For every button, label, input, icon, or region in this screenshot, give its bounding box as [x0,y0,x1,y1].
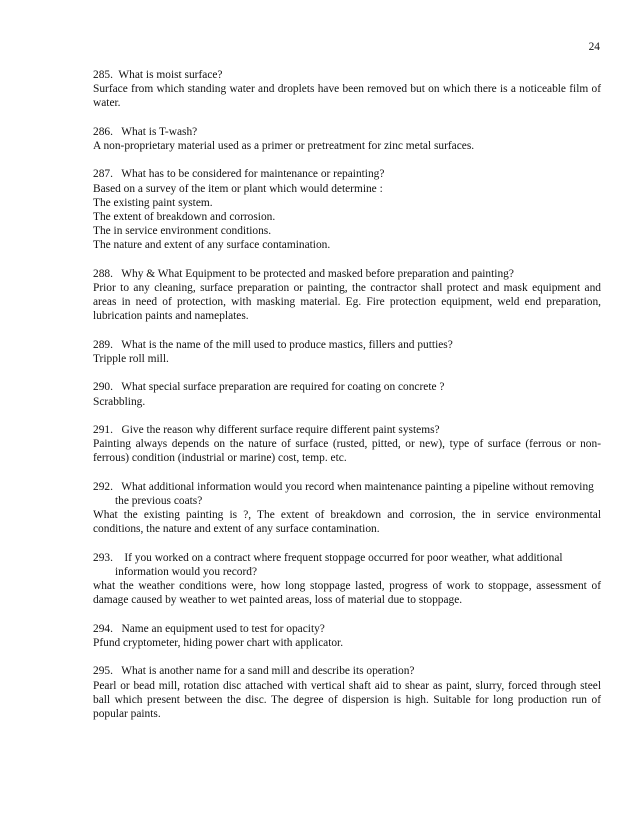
answer-text [93,139,601,153]
qa-item [93,167,601,252]
answer-line: Surface from which standing water and droplets have been removed but on which there is a noticeable film of water. [93,83,601,110]
question-text: 291. Give the reason why different surface require different paint systems? [93,423,440,436]
answer-text [93,82,601,110]
qa-item [93,480,601,537]
answer-line: what the weather conditions were, how long stoppage lasted, progress of work to stoppage, assessment of damage caused by weather to wet painted areas, loss of material due to stoppage. [93,580,601,607]
answer-text [93,579,601,607]
question-text: 285. What is moist surface? [93,69,223,81]
answer-line: Prior to any cleaning, surface preparation or painting, the contractor shall protect and mask equipment and areas in need of protection, with masking material. Eg. Fire protection equipment, weld end preparation, lubrication paints and nameplates. [93,282,601,323]
answer-line: Painting always depends on the nature of surface (rusted, pitted, or new), type of surface (ferrous or non-ferrous) condition (industrial or marine) cost, temp. etc. [93,438,601,465]
answer-text [93,437,601,465]
question-text: 292. What additional information would you record when maintenance painting a pipeline without removing the previous coats? [93,480,597,507]
qa-item [93,68,601,111]
answer-line: The existing paint system. [93,196,213,209]
qa-item [93,551,601,608]
question-text: 290. What special surface preparation are required for coating on concrete ? [93,381,445,394]
answer-text [93,182,601,253]
answer-line: Tripple roll mill. [93,353,169,365]
question-text: 295. What is another name for a sand mill and describe its operation? [93,665,415,678]
question-text: 289. What is the name of the mill used to produce mastics, fillers and putties? [93,338,453,351]
answer-text [93,508,601,536]
answer-line: Based on a survey of the item or plant which would determine : [93,182,383,195]
answer-line: What the existing painting is ?, The extent of breakdown and corrosion, the in service environmental conditions, the nature and extent of any surface contamination. [93,509,601,536]
answer-text [93,679,601,722]
answer-line: Pfund cryptometer, hiding power chart with applicator. [93,636,344,649]
qa-item [93,338,601,366]
qa-item [93,423,601,466]
answer-text [93,352,601,366]
answer-line: Pearl or bead mill, rotation disc attached with vertical shaft aid to shear as paint, slurry, forced through steel ball which present between the disc. The degree of dispersion is high. Suitable for long production run of popular paints. [93,679,601,720]
qa-item [93,267,601,324]
qa-item [93,125,601,153]
page-number: 24 [588,41,600,53]
question-text: 294. Name an equipment used to test for opacity? [93,622,325,635]
question-text: 286. What is T-wash? [93,125,198,138]
answer-line: Scrabbling. [93,395,146,408]
answer-text [93,281,601,324]
question-text: 288. Why & What Equipment to be protected and masked before preparation and painting? [93,267,514,280]
answer-line: The nature and extent of any surface contamination. [93,239,331,252]
qa-item [93,622,601,650]
answer-text [93,636,601,650]
answer-line: The extent of breakdown and corrosion. [93,211,276,223]
question-text: 287. What has to be considered for maintenance or repainting? [93,168,385,181]
qa-item [93,380,601,408]
answer-text [93,395,601,409]
answer-line: The in service environment conditions. [93,225,272,238]
qa-list [93,68,601,735]
question-text: 293. If you worked on a contract where frequent stoppage occurred for poor weather, what additional information would you record? [93,551,566,578]
answer-line: A non-proprietary material used as a primer or pretreatment for zinc metal surfaces. [93,140,475,152]
qa-item [93,664,601,721]
